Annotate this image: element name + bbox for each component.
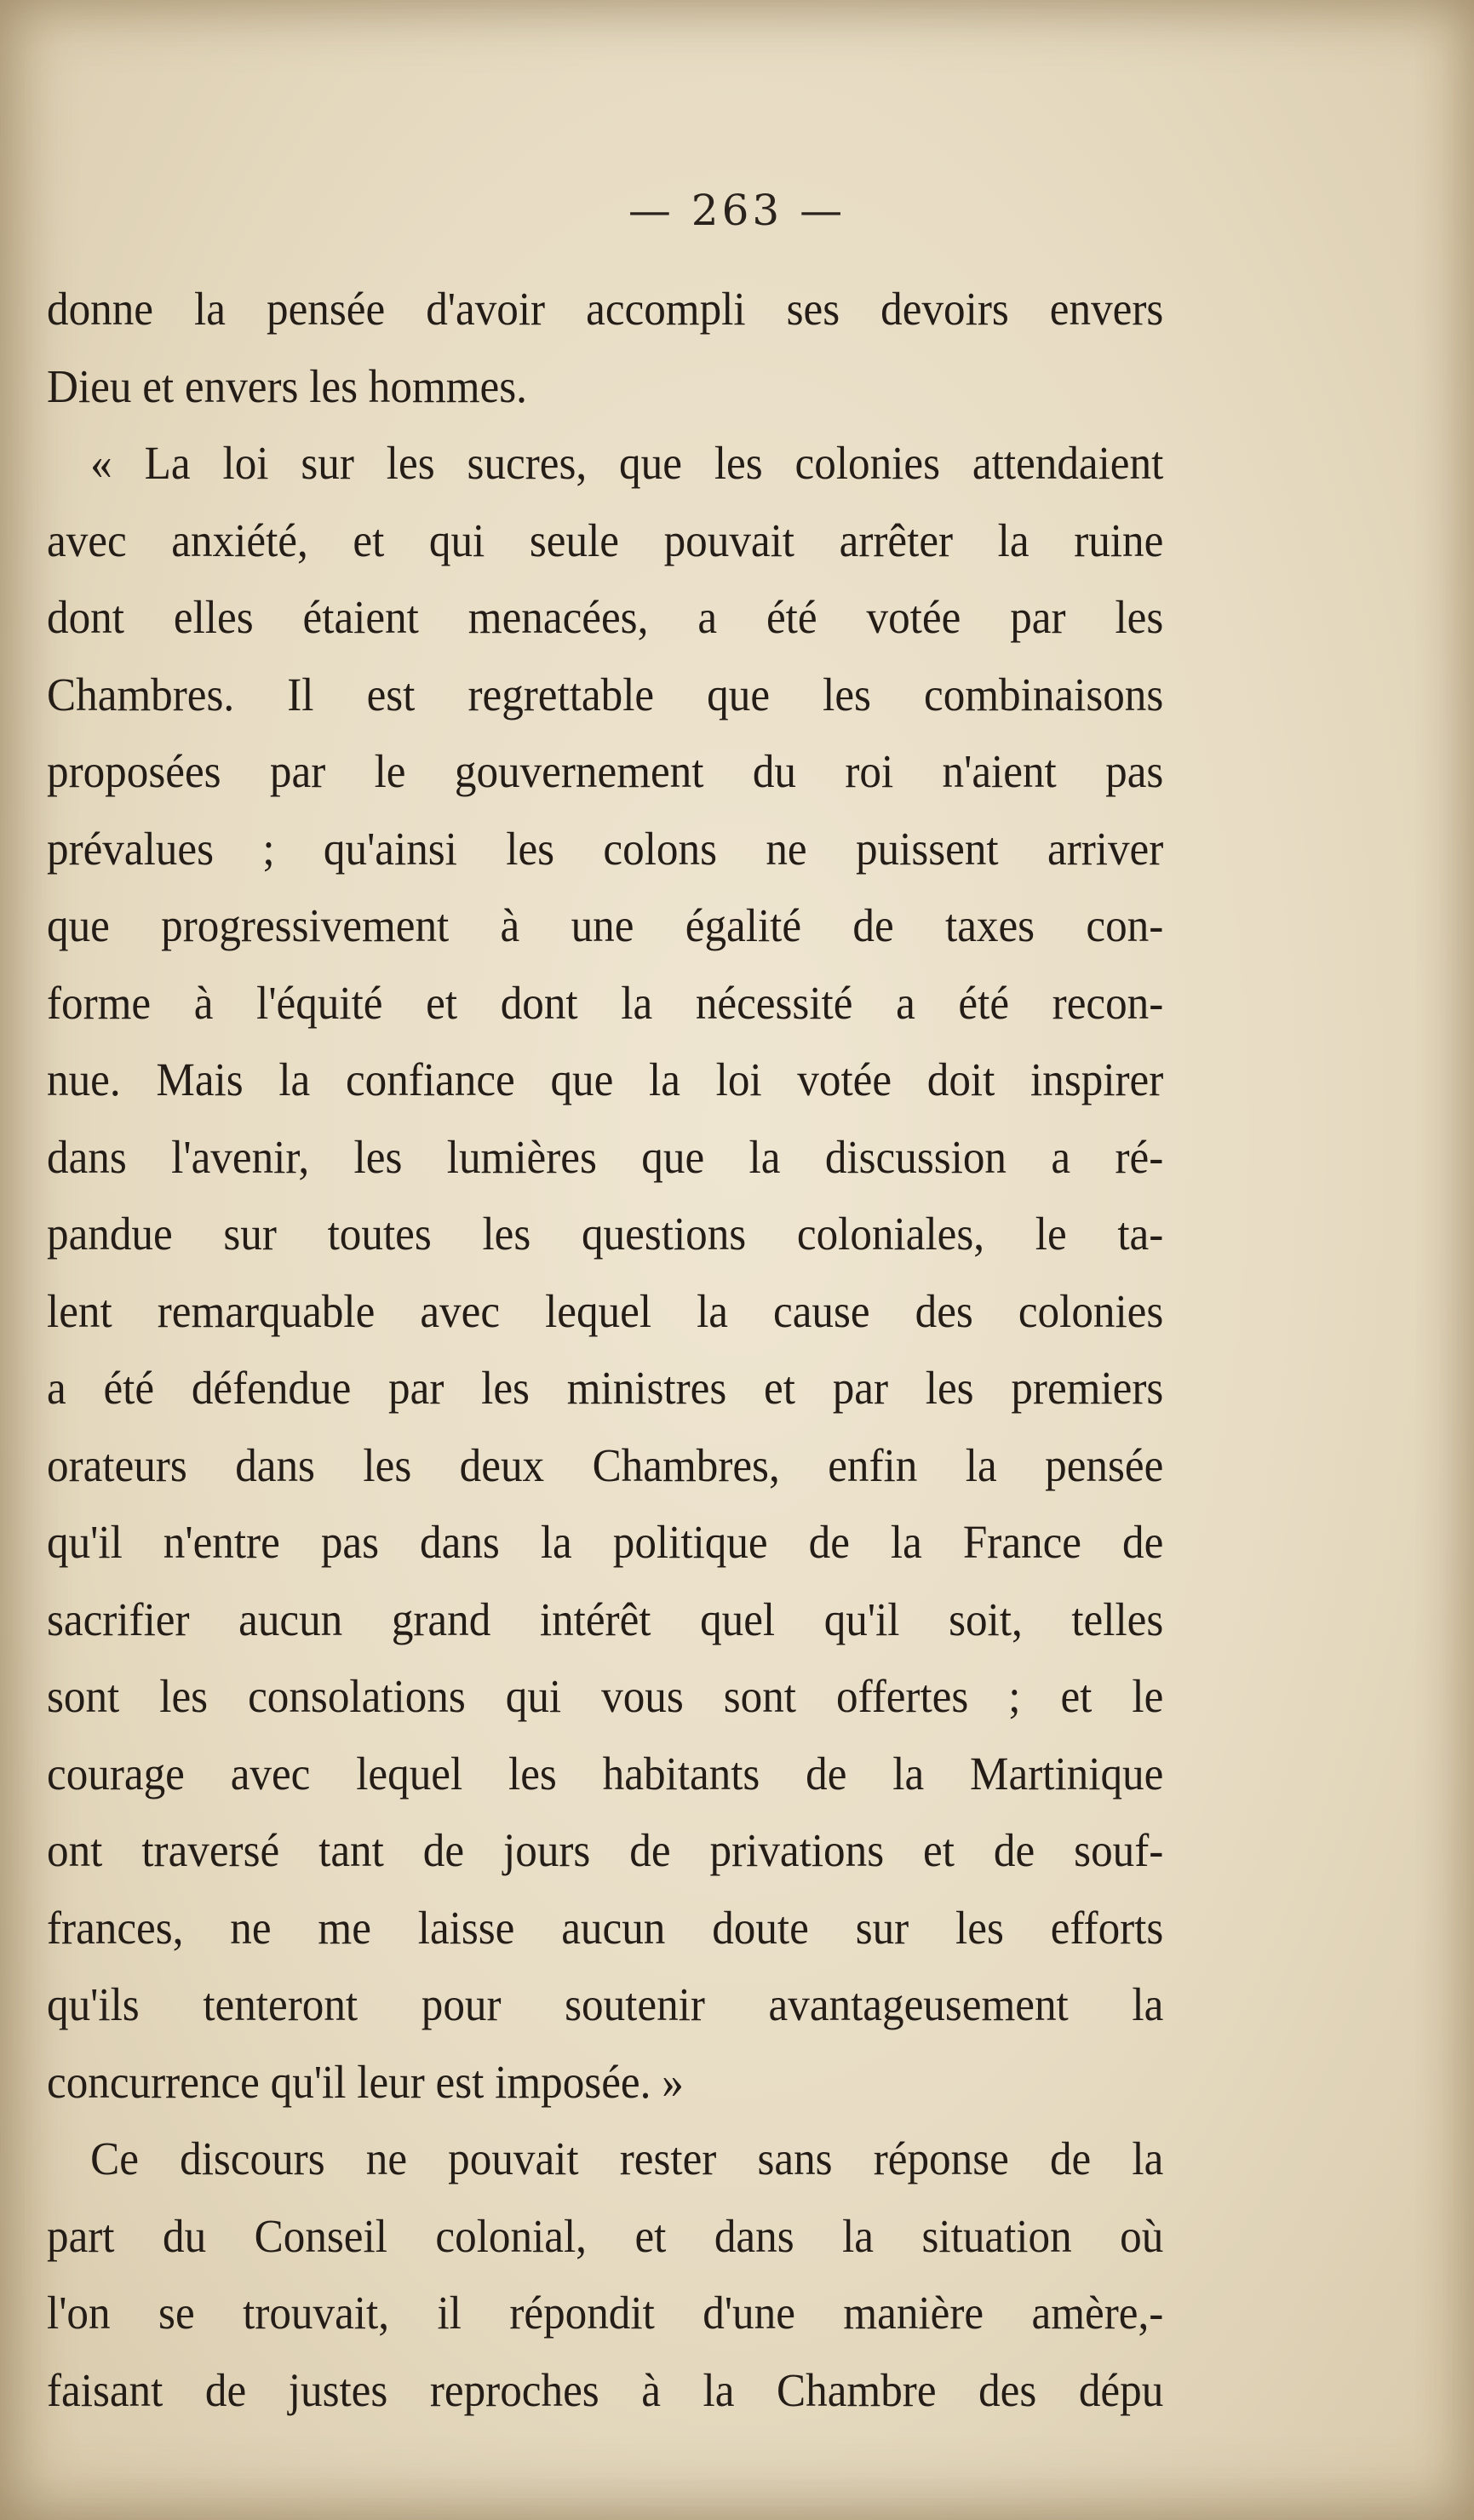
text-line: Ce discours ne pouvait rester sans réponse de la bbox=[90, 2133, 1164, 2184]
text-line: ont traversé tant de jours de privations et de souf- bbox=[47, 1824, 1164, 1876]
text-line: lent remarquable avec lequel la cause des colonies bbox=[47, 1284, 1164, 1337]
text-line: courage avec lequel les habitants de la Martinique bbox=[47, 1747, 1164, 1800]
text-line: sont les consolations qui vous sont offertes ; et le bbox=[47, 1670, 1164, 1722]
text-line: donne la pensée d'avoir accompli ses devoirs envers bbox=[47, 283, 1164, 335]
text-line: proposées par le gouvernement du roi n'aient pas bbox=[47, 745, 1164, 797]
text-line: orateurs dans les deux Chambres, enfin la pensée bbox=[47, 1438, 1164, 1491]
text-line: faisant de justes reproches à la Chambre des dépu bbox=[47, 2363, 1164, 2416]
text-line: l'on se trouvait, il répondit d'une manière amère,- bbox=[47, 2287, 1164, 2339]
text-line: a été défendue par les ministres et par les premiers bbox=[47, 1362, 1164, 1414]
text-line: avec anxiété, et qui seule pouvait arrêter la ruine bbox=[47, 514, 1164, 566]
text-line: que progressivement à une égalité de taxes con- bbox=[47, 899, 1164, 951]
text-line: « La loi sur les sucres, que les colonies attendaient bbox=[90, 437, 1164, 489]
text-line: dans l'avenir, les lumières que la discussion a ré- bbox=[47, 1130, 1164, 1183]
text-line: Chambres. Il est regrettable que les combinaisons bbox=[47, 668, 1164, 720]
text-line: qu'il n'entre pas dans la politique de la France de bbox=[47, 1516, 1164, 1568]
text-line: qu'ils tenteront pour soutenir avantageusement la bbox=[47, 1978, 1164, 2030]
text-line: nue. Mais la confiance que la loi votée doit inspirer bbox=[47, 1053, 1164, 1105]
text-line: concurrence qu'il leur est imposée. » bbox=[47, 2055, 684, 2108]
body-text bbox=[47, 271, 1163, 2429]
text-line: part du Conseil colonial, et dans la situation où bbox=[47, 2209, 1164, 2262]
text-line: prévalues ; qu'ainsi les colons ne puissent arriver bbox=[47, 822, 1164, 875]
text-line: frances, ne me laisse aucun doute sur les efforts bbox=[47, 1901, 1164, 1954]
page-number: — 263 — bbox=[628, 186, 846, 235]
text-line: Dieu et envers les hommes. bbox=[47, 359, 527, 412]
text-line: forme à l'équité et dont la nécessité a été recon- bbox=[47, 976, 1164, 1029]
text-line: dont elles étaient menacées, a été votée par les bbox=[47, 591, 1164, 643]
text-line: sacrifier aucun grand intérêt quel qu'il soit, telles bbox=[47, 1593, 1164, 1645]
text-line: pandue sur toutes les questions coloniales, le ta- bbox=[47, 1208, 1164, 1260]
